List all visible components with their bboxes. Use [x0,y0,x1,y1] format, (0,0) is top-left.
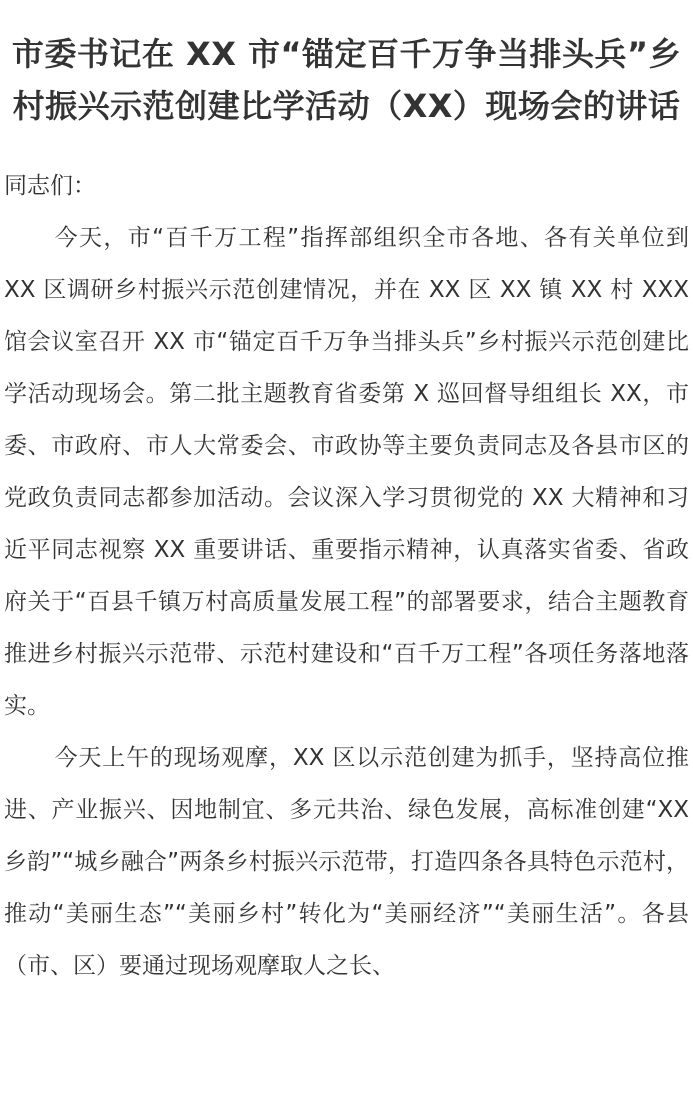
document-title: 市委书记在 XX 市“锚定百千万争当排头兵”乡村振兴示范创建比学活动（XX）现场会的讲话 [11,35,682,125]
greeting: 同志们： [4,173,96,199]
paragraph-2: 今天上午的现场观摩，XX 区以示范创建为抓手，坚持高位推进、产业振兴、因地制宜、多元共治、绿色发展，高标准创建“XX 乡韵”“城乡融合”两条乡村振兴示范带，打造四条各具特色示范村，推动“美丽生态”“美丽乡村”转化为“美丽经济”“美丽生活”。各县（市、区）要通过现场观摩取人之长、 [4,745,689,979]
paragraph-1: 今天，市“百千万工程”指挥部组织全市各地、各有关单位到 XX 区调研乡村振兴示范创建情况，并在 XX 区 XX 镇 XX 村 XXX 馆会议室召开 XX 市“锚定百千万争当排头兵”乡村振兴示范创建比学活动现场会。第二批主题教育省委第 X 巡回督导组组长 XX，市委、市政府、市人大常委会、市政协等主要负责同志及各县市区的党政负责同志都参加活动。会议深入学习贯彻党的 XX 大精神和习近平同志视察 XX 重要讲话、重要指示精神，认真落实省委、省政府关于“百县千镇万村高质量发展工程”的部署要求，结合主题教育推进乡村振兴示范带、示范村建设和“百千万工程”各项任务落地落实。 [4,225,689,719]
